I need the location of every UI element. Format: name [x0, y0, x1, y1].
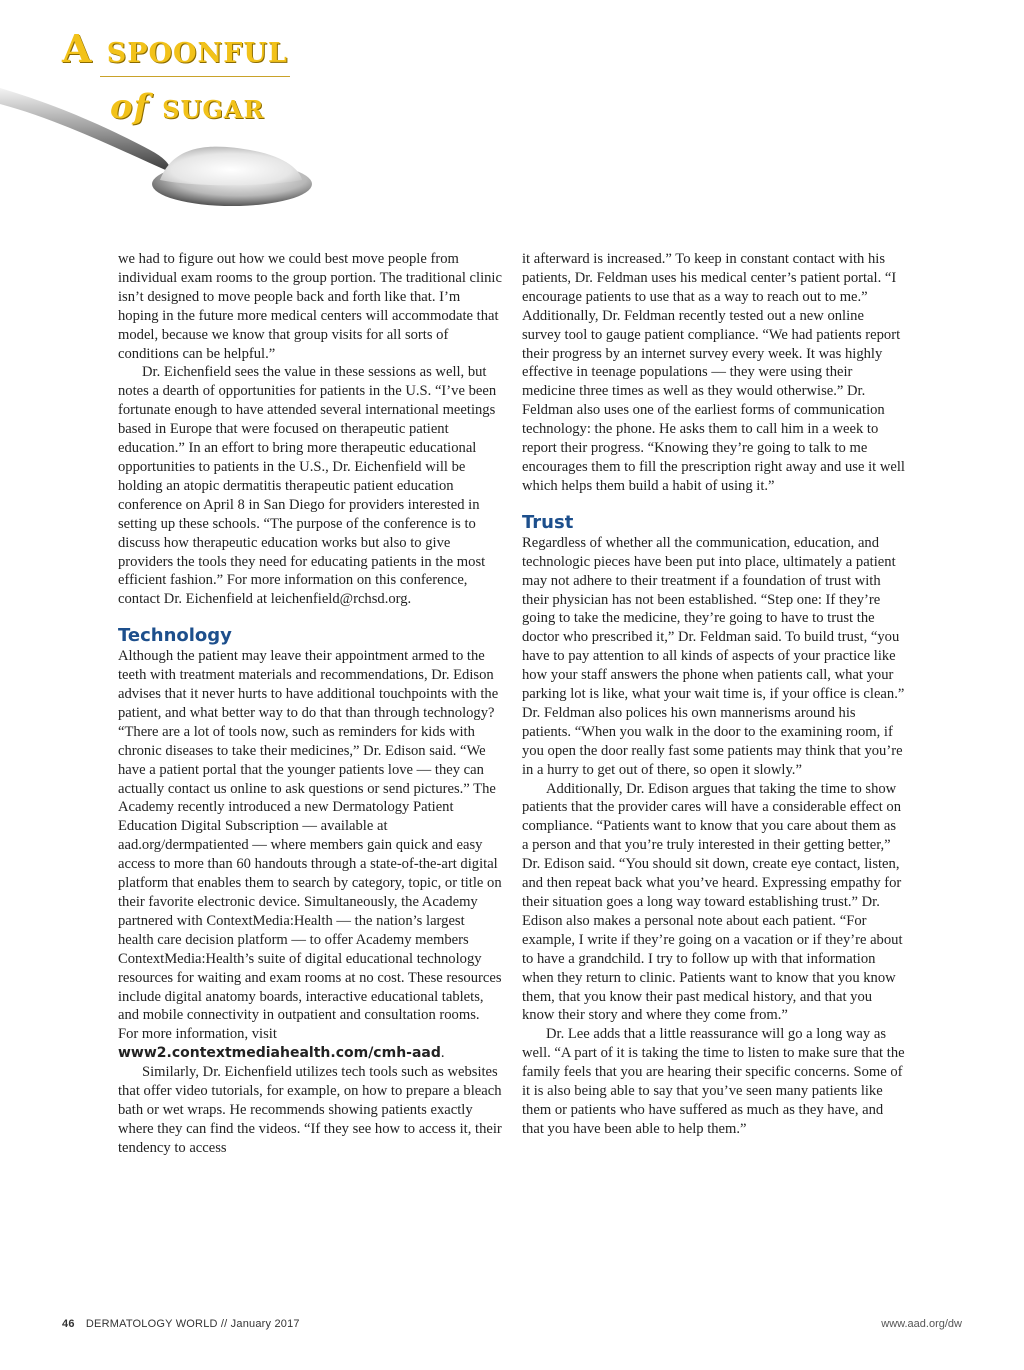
logo-divider: [100, 76, 290, 77]
paragraph: it afterward is increased.” To keep in constant contact with his patients, Dr. Feldman uses his medical center’s patient portal. “I encourage patients to use that as a way to reach out to me.” Additionally, Dr. Feldman recently tested out a new online survey tool to gauge patient compliance. “We had patients report their progress by an internet survey every week. It was highly effective in teenage populations — they were using their medicine three times as well as they would otherwise.” Dr. Feldman also uses one of the earliest forms of communication technology: the phone. He asks them to call him in a week to report their progress. “Knowing they’re going to talk to me encourages them to fill the prescription right away and use it well which helps them build a habit of using it.”: [522, 251, 905, 494]
logo-title-sugar: sugar: [162, 87, 265, 127]
publication-name: DERMATOLOGY WORLD // January 2017: [85, 1318, 300, 1330]
page-footer: [62, 1318, 300, 1330]
paragraph: Dr. Eichenfield sees the value in these sessions as well, but notes a dearth of opportunities for patients in the U.S. “I’ve been fortunate enough to have attended several international meetings based in Europe that were focused on therapeutic patient education.” In an effort to bring more therapeutic educational opportunities to patients in the U.S., Dr. Eichenfield will be holding an atopic dermatitis therapeutic patient education conference on April 8 in San Diego for providers interested in setting up these schools. “The purpose of the conference is to discuss how therapeutic education works but also to give providers the tools they need for educating patients in the most efficient fashion.” For more information on this conference, contact Dr. Eichenfield at leichenfield@rchsd.org.: [118, 364, 497, 608]
section-logo: [0, 0, 340, 240]
page-number: 46: [62, 1318, 75, 1330]
paragraph-end: .: [440, 1045, 445, 1062]
section-heading-trust: Trust: [522, 511, 574, 533]
paragraph: [118, 647, 502, 1063]
right-column: [522, 250, 906, 1139]
paragraph: Similarly, Dr. Eichenfield utilizes tech tools such as websites that offer video tutorials, for example, on how to prepare a bleach bath or wet wraps. He recommends showing patients exactly where they can find the videos. “If they see how to access it, their tendency to access: [118, 1064, 502, 1156]
paragraph: Additionally, Dr. Edison argues that taking the time to show patients that the provider cares will have a considerable effect on compliance. “Patients want to know that you care about them as a person and that you’re truly interested in their getting better,” Dr. Edison said. “You should sit down, create eye contact, listen, and then repeat back what you’ve heard. Expressing empathy for their situation goes a long way toward establishing trust.” Dr. Edison also makes a personal note about each patient. “For example, I write if they’re going on a vacation or if they’re about to have a grandchild. I try to follow up with that information when they return to clinic. Patients want to know that you know them, that you know their past medical history, and that you know their story and where they come from.”: [522, 780, 903, 1024]
paragraph-text: Although the patient may leave their appointment armed to the teeth with treatment materials and recommendations, Dr. Edison advises that it never hurts to have additional touchpoints with the patient, and what better way to do that than through technology? “There are a lot of tools now, such as reminders for kids with chronic diseases to take their medicines,” Dr. Edison said. “We have a patient portal that the younger patients love — they can actually contact us online to ask questions or send pictures.” The Academy recently introduced a new Dermatology Patient Education Digital Subscription — available at aad.org/dermpatiented — where members gain quick and easy access to more than 60 handouts through a state-of-the-art digital platform that enables them to search by category, topic, or title on their favorite electronic device. Simultaneously, the Academy partnered with ContextMedia:Health — the nation’s largest health care decision platform — to offer Academy members ContextMedia:Health’s suite of digital educational technology resources for waiting and exam rooms at no cost. These resources include digital anatomy boards, interactive educational tablets, and mobile connectivity in outpatient and consultation rooms. For more information, visit: [118, 648, 502, 1043]
paragraph: Dr. Lee adds that a little reassurance will go a long way as well. “A part of it is taking the time to listen to make sure that the family feels that you are hearing their specific concerns. Some of it is also being able to say that you’ve seen many patients like them or patients who have suffered as much as they have, and that you have been able to help them.”: [522, 1026, 905, 1137]
contextmedia-link[interactable]: www2.contextmediahealth.com/cmh-aad: [118, 1045, 441, 1062]
paragraph: we had to figure out how we could best move people from individual exam rooms to the group portion. The traditional clinic isn’t designed to move people back and forth like that. I’m hoping in the future more medical centers will accommodate that model, because we know that group visits for all sorts of conditions can be helpful.”: [118, 251, 502, 362]
logo-title-line1: A spoonful: [62, 26, 288, 71]
section-heading-technology: Technology: [118, 625, 232, 647]
logo-title-line2: [110, 87, 265, 127]
footer-url[interactable]: www.aad.org/dw: [881, 1318, 962, 1330]
logo-title-of: of: [110, 87, 150, 127]
paragraph: Regardless of whether all the communication, education, and technologic pieces have been put into place, ultimately a patient may not adhere to their treatment if a foundation of trust with their physician has not been established. “Step one: If they’re going to take the medicine, they’re going to have to trust the doctor who prescribed it,” Dr. Feldman said. To build trust, “you have to pay attention to all kinds of aspects of your practice like how your staff answers the phone when patients call, what your parking lot is like, what your wait time is, if your office is clean.” Dr. Feldman also polices his own mannerisms around his patients. “When you walk in the door to the examining room, if you open the door really fast some patients may think that you’re in a hurry to get out of there, so open it slowly.”: [522, 534, 905, 778]
left-column: [118, 250, 502, 1158]
